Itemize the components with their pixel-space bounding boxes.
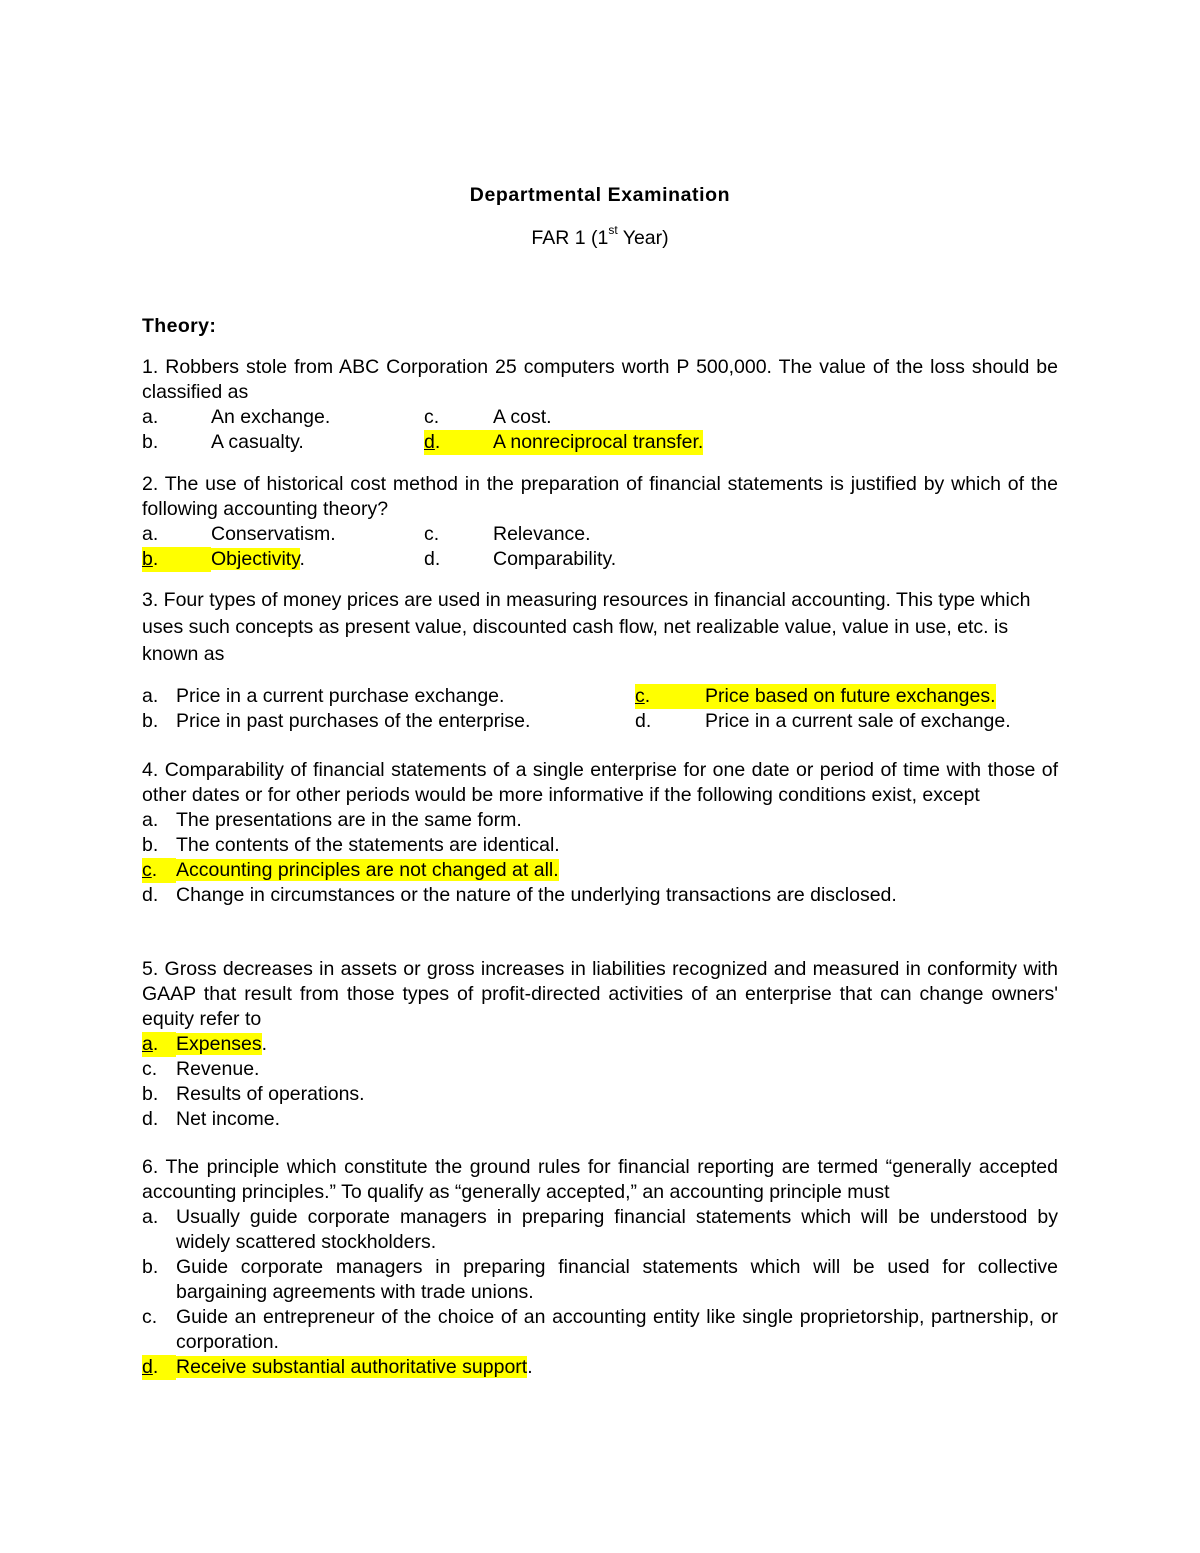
choice-letter: c. (142, 1058, 158, 1080)
choice-letter: a. (142, 406, 159, 428)
choice-item (142, 1305, 1058, 1355)
choice-text: A cost. (493, 406, 552, 428)
choice-letter: a. (142, 1206, 159, 1228)
choice-text: Conservatism. (211, 523, 336, 545)
question-stem: 6. The principle which constitute the ground rules for financial reporting are termed “generally accepted accounting principles.” To qualify as “generally accepted,” an accounting principle must (142, 1156, 1058, 1203)
choice-letter: d. (142, 884, 159, 906)
exam-title: Departmental Examination (469, 184, 731, 206)
choice-letter: d. (142, 1108, 159, 1130)
question-5 (142, 957, 1058, 1132)
choice-letter: a. (142, 685, 159, 707)
choice-text: Comparability. (493, 548, 617, 570)
answer-text: Expenses (176, 1033, 262, 1055)
answer-letter: c. (142, 858, 176, 883)
choice-text: Net income. (176, 1108, 281, 1130)
choice-text: Results of operations. (176, 1083, 365, 1105)
choice-letter: a. (142, 523, 159, 545)
subtitle-end: Year) (617, 227, 669, 249)
choice-text: Price in a current purchase exchange. (176, 685, 505, 707)
choice-letter: c. (142, 1306, 158, 1328)
choice-text: Relevance. (493, 523, 591, 545)
choice-text: The contents of the statements are identical. (176, 834, 560, 856)
choice-letter: b. (142, 710, 159, 732)
choice-text: Revenue. (176, 1058, 260, 1080)
question-6 (142, 1155, 1058, 1380)
choice-letter: d. (424, 548, 441, 570)
choice-text: A casualty. (211, 431, 304, 453)
question-stem: 3. Four types of money prices are used in measuring resources in financial accounting. This type which uses such concepts as present value, discounted cash flow, net realizable value, value in use, etc. is known as (142, 589, 1031, 665)
question-stem: 2. The use of historical cost method in the preparation of financial statements is justified by which of the following accounting theory? (142, 473, 1058, 520)
choice-text: An exchange. (211, 406, 331, 428)
choice-item (142, 1057, 1058, 1082)
choice-row (142, 547, 1058, 572)
question-3 (142, 587, 1058, 668)
answer-text: A nonreciprocal transfer. (493, 431, 704, 453)
choice-text: Price in a current sale of exchange. (705, 710, 1011, 732)
choice-letter: c. (424, 406, 440, 428)
choice-row (142, 684, 1058, 709)
subtitle-main: FAR 1 (1 (531, 227, 609, 249)
choice-letter: a. (142, 809, 159, 831)
answer-letter: b. (142, 547, 211, 572)
answer-letter: d. (424, 430, 493, 455)
choice-item (142, 1205, 1058, 1255)
choice-item (142, 1082, 1058, 1107)
choice-text: Price in past purchases of the enterprise. (176, 710, 531, 732)
question-stem: 4. Comparability of financial statements of a single enterprise for one date or period of time with those of other dates or for other periods would be more informative if the following conditions exist, except (142, 759, 1058, 806)
choice-text: Guide an entrepreneur of the choice of an accounting entity like single proprietorship, partnership, or corporation. (176, 1306, 1058, 1353)
question-stem: 1. Robbers stole from ABC Corporation 25 computers worth P 500,000. The value of the loss should be classified as (142, 356, 1058, 403)
question-2 (142, 472, 1058, 572)
choice-letter: d. (635, 710, 652, 732)
choice-text: Guide corporate managers in preparing financial statements which will be used for collective bargaining agreements with trade unions. (176, 1256, 1058, 1303)
exam-subtitle (0, 222, 1200, 251)
question-1 (142, 355, 1058, 455)
answer-text: Objectivity. (211, 548, 305, 570)
choice-item (142, 808, 1058, 833)
answer-item (142, 858, 1058, 883)
choice-row (142, 709, 1058, 734)
choice-letter: b. (142, 1083, 159, 1105)
answer-text: Receive substantial authoritative support (176, 1356, 528, 1378)
choice-item (142, 1255, 1058, 1305)
question-stem: 5. Gross decreases in assets or gross increases in liabilities recognized and measured in conformity with GAAP that result from those types of profit-directed activities of an enterprise that can change owners' equity refer to (142, 958, 1058, 1030)
choice-item (142, 1107, 1058, 1132)
answer-letter: d. (142, 1355, 176, 1380)
choice-letter: b. (142, 1256, 159, 1278)
answer-text: Price based on future exchanges. (705, 685, 996, 707)
question-4 (142, 758, 1058, 908)
choice-letter: c. (424, 523, 440, 545)
choice-item (142, 833, 1058, 858)
choice-row (142, 522, 1058, 547)
choice-text: Usually guide corporate managers in preparing financial statements which will be understood by widely scattered stockholders. (176, 1206, 1058, 1253)
choice-row (142, 430, 1058, 455)
subtitle-sup: st (608, 222, 618, 237)
answer-letter: c. (635, 684, 705, 709)
answer-text: Accounting principles are not changed at all. (176, 859, 559, 881)
choice-text: Change in circumstances or the nature of the underlying transactions are disclosed. (176, 884, 897, 906)
choice-text: The presentations are in the same form. (176, 809, 522, 831)
answer-item: a. Expenses. (142, 1033, 268, 1055)
choice-letter: b. (142, 431, 159, 453)
choice-letter: b. (142, 834, 159, 856)
section-heading: Theory: (142, 315, 217, 337)
choice-row (142, 405, 1058, 430)
answer-letter: a. (142, 1032, 176, 1057)
answer-item: d. Receive substantial authoritative support. (142, 1356, 533, 1378)
choice-item (142, 883, 1058, 908)
question-3-choices (142, 684, 1058, 734)
